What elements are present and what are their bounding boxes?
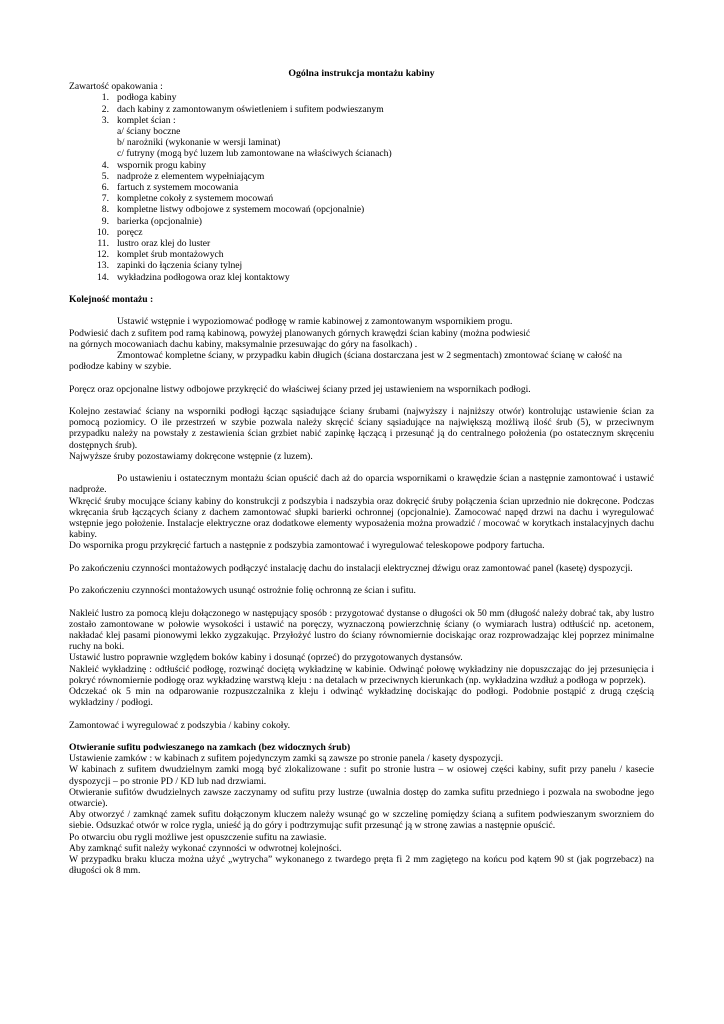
contents-item-text: podłoga kabiny xyxy=(117,92,177,104)
assembly-step-floor-covering-cont: Odczekać ok 5 min na odparowanie rozpuszczalnika z kleju i odwinąć wykładzinę dociskając do podłogi. Podobnie postąpić z drugą częścią wykładziny / podłogi. xyxy=(69,686,654,709)
contents-item-text: lustro oraz klej do luster xyxy=(117,238,211,250)
contents-item xyxy=(69,249,654,260)
ceiling-open-order: Otwieranie sufitów dwudzielnych zawsze zaczynamy od sufitu przy lustrze (uwalnia dostęp do zamka sufitu przedniego i pozwala na swobodne jego otwarcie). xyxy=(69,786,654,810)
contents-item-text: c/ futryny (mogą być luzem lub zamontowane na właściwych ścianach) xyxy=(117,148,392,160)
contents-item-number: 7. xyxy=(101,193,109,205)
assembly-step-hang-roof-cont: na górnych mocowaniach dachu kabiny, maksymalnie przesuwając do góry na fasolkach) . xyxy=(69,338,418,350)
ceiling-no-key: W przypadku braku klucza można użyć „wytrycha” wykonanego z twardego pręta fi 2 mm zagiętego na końcu pod kątem 90 st (jak pogrzebacz) na długości ok 8 mm. xyxy=(69,854,654,877)
contents-item-number: 10. xyxy=(97,226,109,238)
contents-item-text: b/ narożniki (wykonanie w wersji laminat) xyxy=(117,137,281,149)
contents-item xyxy=(69,104,654,115)
assembly-step-electrics: Po zakończeniu czynności montażowych podłączyć instalację dachu do instalacji elektrycznej dźwigu oraz zamontować panel (kasetę) dyspozycji. xyxy=(69,562,633,574)
assembly-step-hang-roof: Podwiesić dach z sufitem pod ramą kabinową, powyżej planowanych górnych krawędzi ścian kabiny (można podwiesić xyxy=(69,327,531,339)
contents-item xyxy=(69,227,654,238)
assembly-step-remove-foil: Po zakończeniu czynności montażowych usunąć ostrożnie folię ochronną ze ścian i sufitu. xyxy=(69,585,416,597)
contents-item-text: kompletne listwy odbojowe z systemem mocowań (opcjonalnie) xyxy=(117,204,365,216)
contents-list xyxy=(69,92,654,282)
contents-item-text: nadproże z elementem wypełniającym xyxy=(117,170,265,182)
contents-item xyxy=(69,160,654,171)
contents-item-number: 12. xyxy=(97,249,109,261)
assembly-step-fix-walls: Wkręcić śruby mocujące ściany kabiny do konstrukcji z podszybia i nadszybia oraz dokręcić śruby połączenia ścian uprzednio nie dokręcone. Podczas wkręcania śrub łączących ściany z dachem zamontować słupki barierki ochronnej (opcjonalnie). Zamocować napęd drzwi na dachu i wyregulować wstępnie jego położenie. Instalacje elektryczne oraz dodatkowe elementy wyposażenia można prowadzić / mocować w korytkach instalacyjnych dachu kabiny. xyxy=(69,495,654,541)
contents-item-text: barierka (opcjonalnie) xyxy=(117,215,202,227)
contents-item-text: kompletne cokoły z systemem mocowań xyxy=(117,193,274,205)
contents-item-number: 2. xyxy=(101,103,109,115)
assembly-step-join-walls: Kolejno zestawiać ściany na wsporniki podłogi łącząc sąsiadujące ściany śrubami (najwyższy i najniższy otwór) kontrolując ustawienie ścian za pomocą poziomicy. O ile przestrzeń w szybie pozwala należy skręcić ściany sąsiadujące na największą możliwą ilość śrub (5), w przeciwnym przypadku należy na powstały z zestawienia ścian grzbiet nabić zapinkę łączącą i przesunąć ją do centralnego położenia (po ostatecznym skręceniu dostępnych śrub). xyxy=(69,406,654,451)
contents-item-number: 13. xyxy=(97,260,109,272)
contents-item-number: 9. xyxy=(101,215,109,227)
assembly-step-level-floor: Ustawić wstępnie i wypoziomować podłogę w ramie kabinowej z zamontowanym wspornikiem progu. xyxy=(117,316,513,328)
assembly-step-floor-covering: Nakleić wykładzinę : odtłuścić podłogę, rozwinąć dociętą wykładzinę w kabinie. Odwinąć połowę wykładziny nie dopuszczając do jej przesunięcia i pokryć równomiernie podłogę oraz wykładzinę warstwą kleju : na detalach w przeciwnych kierunkach (np. wykładzina wzdłuż a podłoga w poprzek). xyxy=(69,663,654,686)
contents-item-text: komplet śrub montażowych xyxy=(117,249,224,261)
contents-item xyxy=(69,193,654,204)
contents-item xyxy=(69,216,654,227)
contents-item-number: 1. xyxy=(101,92,109,104)
ceiling-heading: Otwieranie sufitu podwieszanego na zamkach (bez widocznych śrub) xyxy=(69,742,351,754)
contents-item xyxy=(69,126,654,137)
contents-item-text: poręcz xyxy=(117,226,143,238)
ceiling-close: Aby zamknąć sufit należy wykonać czynności w odwrotnej kolejności. xyxy=(69,842,342,854)
assembly-step-apron: Do wspornika progu przykręcić fartuch a następnie z podszybia zamontować i wyregulować teleskopowe podpory fartucha. xyxy=(69,540,545,552)
contents-label: Zawartość opakowania : xyxy=(69,81,163,93)
assembly-step-assemble-walls: Zmontować kompletne ściany, w przypadku kabin długich (ściana dostarczana jest w 2 segmentach) zmontować ścianę w całość na podłodze kabiny w szybie. xyxy=(69,350,623,373)
contents-item-text: zapinki do łączenia ściany tylnej xyxy=(117,260,243,272)
contents-item xyxy=(69,182,654,193)
ceiling-lower: Po otwarciu obu rygli możliwe jest opuszczenie sufitu na zawiasie. xyxy=(69,831,327,843)
assembly-step-plinths: Zamontować i wyregulować z podszybia / kabiny cokoły. xyxy=(69,719,291,731)
contents-item xyxy=(69,272,654,283)
document-body xyxy=(69,68,654,876)
assembly-step-mirror: Nakleić lustro za pomocą kleju dołączonego w następujący sposób : przygotować dystanse o długości ok 50 mm (długość należy dobrać tak, aby lustro zostało zamontowane w połowie wysokości i ustawić na poręczy, wyznaczoną powierzchnię ściany (o wymiarach lustra) odtłuścić np. acetonem, nakładać klej pasami pionowymi lekko zygzakując. Przyłożyć lustro do ściany równomiernie dociskając oraz rozprowadzając klej poprzez minimalne ruchy na boki. xyxy=(69,607,654,653)
ceiling-locks-single: Ustawienie zamków : w kabinach z sufitem pojedynczym zamki są zawsze po stronie panela / kasety dyspozycji. xyxy=(69,753,503,765)
contents-item xyxy=(69,260,654,271)
contents-item-text: dach kabiny z zamontowanym oświetleniem i sufitem podwieszanym xyxy=(117,103,384,115)
assembly-step-top-screws: Najwyższe śruby pozostawiamy dokręcone wstępnie (z luzem). xyxy=(69,450,313,462)
contents-item-number: 5. xyxy=(101,170,109,182)
contents-item xyxy=(69,92,654,103)
contents-item-text: fartuch z systemem mocowania xyxy=(117,182,239,194)
contents-item xyxy=(69,204,654,215)
contents-item-number: 6. xyxy=(101,182,109,194)
assembly-heading: Kolejność montażu : xyxy=(69,294,154,306)
contents-item-number: 14. xyxy=(97,271,109,283)
contents-item-number: 3. xyxy=(101,114,109,126)
contents-item-text: a/ ściany boczne xyxy=(117,126,181,138)
ceiling-open-key: Aby otworzyć / zamknąć zamek sufitu dołączonym kluczem należy wsunąć go w szczelinę pomiędzy ścianą a sufitem podwieszanym sworzniem do siebie. Odsuzkać otwór w rolce rygla, unieść ją do góry i podtrzymując sufit przesunąć ją w stronę zawias a następnie opuścić. xyxy=(69,809,654,832)
contents-item xyxy=(69,137,654,148)
contents-item-number: 8. xyxy=(101,204,109,216)
contents-item-text: komplet ścian : xyxy=(117,114,176,126)
contents-item-number: 4. xyxy=(101,159,109,171)
contents-item xyxy=(69,148,654,159)
assembly-step-handrail: Poręcz oraz opcjonalne listwy odbojowe przykręcić do właściwej ściany przed jej ustawieniem na wspornikach podłogi. xyxy=(69,383,531,395)
assembly-step-lower-roof: Po ustawieniu i ostatecznym montażu ścian opuścić dach aż do oparcia wspornikami o krawędzie ścian a następnie zamontować i ustawić nadproże. xyxy=(69,473,654,496)
contents-item-text: wykładzina podłogowa oraz klej kontaktowy xyxy=(117,271,290,283)
contents-item xyxy=(69,115,654,126)
contents-item-text: wspornik progu kabiny xyxy=(117,159,206,171)
contents-item xyxy=(69,238,654,249)
ceiling-locks-split: W kabinach z sufitem dwudzielnym zamki mogą być zlokalizowane : sufit po stronie lustra – w osiowej części kabiny, sufit przy panelu / kasecie dyspozycji – po stronie PD / KD lub nad drzwiami. xyxy=(69,764,654,787)
assembly-step-mirror-align: Ustawić lustro poprawnie względem boków kabiny i dosunąć (oprzeć) do przygotowanych dystansów. xyxy=(69,652,463,664)
document-title: Ogólna instrukcja montażu kabiny xyxy=(288,68,435,79)
contents-item xyxy=(69,171,654,182)
contents-item-number: 11. xyxy=(97,238,109,250)
